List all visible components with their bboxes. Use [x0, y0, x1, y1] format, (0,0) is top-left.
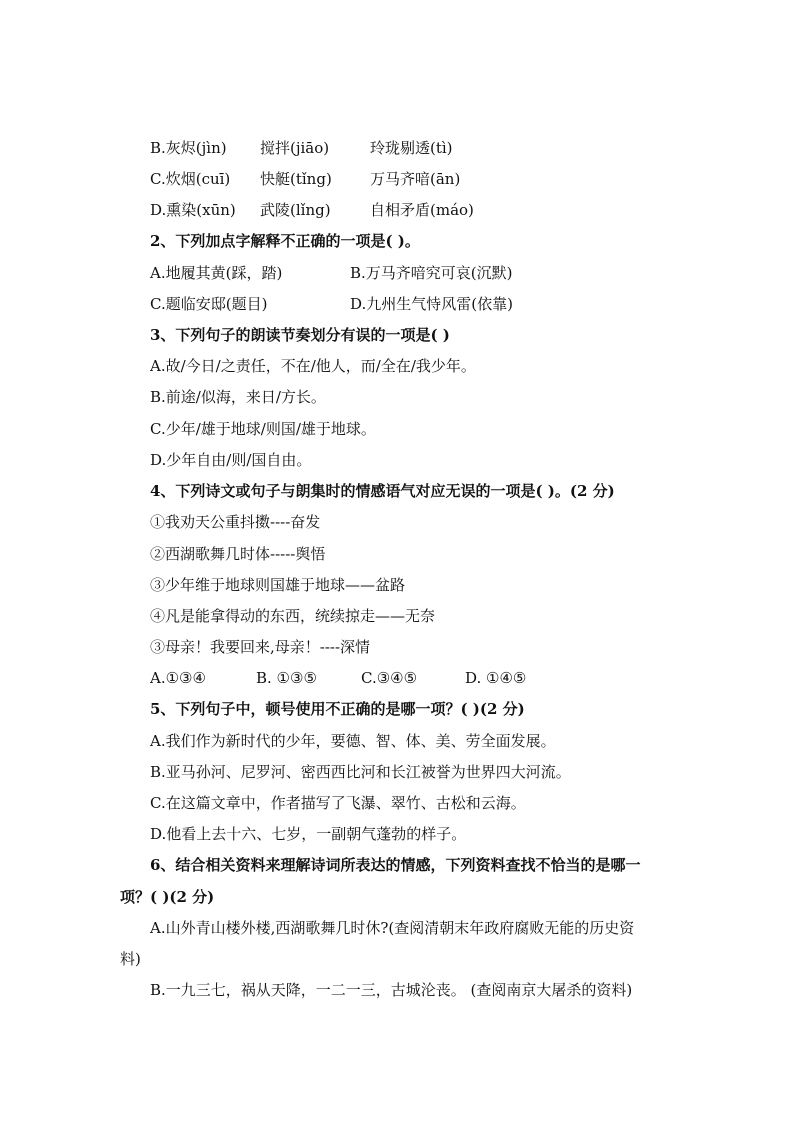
q1-d-word2: 武陵(lǐng)	[260, 201, 331, 219]
q4-stem: 4、下列诗文或句子与朗集时的情感语气对应无误的一项是( )。(2 分)	[150, 482, 615, 500]
q1-b-word1: B.灰烬(jìn)	[150, 139, 227, 157]
q4-option-c: C.③④⑤	[361, 669, 418, 687]
q6-stem-line1: 6、结合相关资料来理解诗词所表达的情感，下列资料查找不恰当的是哪一	[150, 856, 641, 874]
q4-options	[150, 667, 526, 689]
q3-option-b: B.前途/似海，来日/方长。	[150, 388, 326, 406]
q3-option-a: A.故/今日/之责任，不在/他人，而/全在/我少年。	[150, 357, 476, 375]
q4-item-5: ③母亲！我要回来,母亲！----深情	[150, 638, 371, 656]
q4-item-3: ③少年维于地球则国雄于地球——盆路	[150, 576, 406, 594]
q4-item-2: ②西湖歌舞几时体-----舆悟	[150, 545, 326, 563]
q2-option-d: D.九州生气恃风雷(依靠)	[350, 295, 513, 313]
q2-stem: 2、下列加点字解释不正确的一项是( )。	[150, 232, 420, 250]
q6-option-a-line2: 料)	[120, 950, 141, 968]
q1-option-b	[150, 137, 453, 159]
q6-stem-line2: 项？( )(2 分)	[120, 888, 215, 906]
q3-option-d: D.少年自由/则/国自由。	[150, 451, 312, 469]
q5-option-c: C.在这篇文章中，作者描写了飞瀑、翠竹、古松和云海。	[150, 794, 526, 812]
q6-option-b: B.一九三七，祸从天降，一二一三，古城沦丧。 (查阅南京大屠杀的资料)	[150, 981, 633, 999]
q2-option-c: C.题临安邸(题目)	[150, 295, 268, 313]
q2-options-row1	[150, 262, 513, 284]
q2-option-a: A.地履其黄(踩，踏)	[150, 264, 283, 282]
q4-item-4: ④凡是能拿得动的东西，统续掠走——无奈	[150, 607, 436, 625]
q4-option-b: B. ①③⑤	[256, 669, 317, 687]
q1-c-word2: 快艇(tǐng)	[260, 170, 332, 188]
q1-b-word2: 搅拌(jiāo)	[260, 139, 330, 157]
q2-option-b: B.万马齐喑究可哀(沉默)	[350, 264, 513, 282]
q1-b-word3: 玲珑剔透(tì)	[370, 139, 453, 157]
q2-options-row2	[150, 293, 513, 315]
q4-option-d: D. ①④⑤	[465, 669, 527, 687]
q1-c-word1: C.炊烟(cuī)	[150, 170, 231, 188]
q1-d-word3: 自相矛盾(máo)	[370, 201, 474, 219]
q3-stem: 3、下列句子的朗读节奏划分有误的一项是( )	[150, 326, 450, 344]
q5-option-a: A.我们作为新时代的少年，要德、智、体、美、劳全面发展。	[150, 732, 556, 750]
q5-stem: 5、下列句子中，顿号使用不正确的是哪一项？( )(2 分)	[150, 700, 525, 718]
q4-option-a: A.①③④	[150, 669, 206, 687]
q1-option-c	[150, 168, 460, 190]
q1-d-word1: D.熏染(xūn)	[150, 201, 236, 219]
q3-option-c: C.少年/雄于地球/则国/雄于地球。	[150, 420, 376, 438]
q6-option-a-line1: A.山外青山楼外楼,西湖歌舞几时休?(查阅清朝末年政府腐败无能的历史资	[150, 919, 635, 937]
q1-c-word3: 万马齐喑(ān)	[370, 170, 461, 188]
q5-option-b: B.亚马孙河、尼罗河、密西西比河和长江被誉为世界四大河流。	[150, 763, 571, 781]
q5-option-d: D.他看上去十六、七岁，一副朝气蓬勃的样子。	[150, 825, 467, 843]
q4-item-1: ①我劝天公重抖擞----奋发	[150, 513, 321, 531]
q1-option-d	[150, 199, 474, 221]
